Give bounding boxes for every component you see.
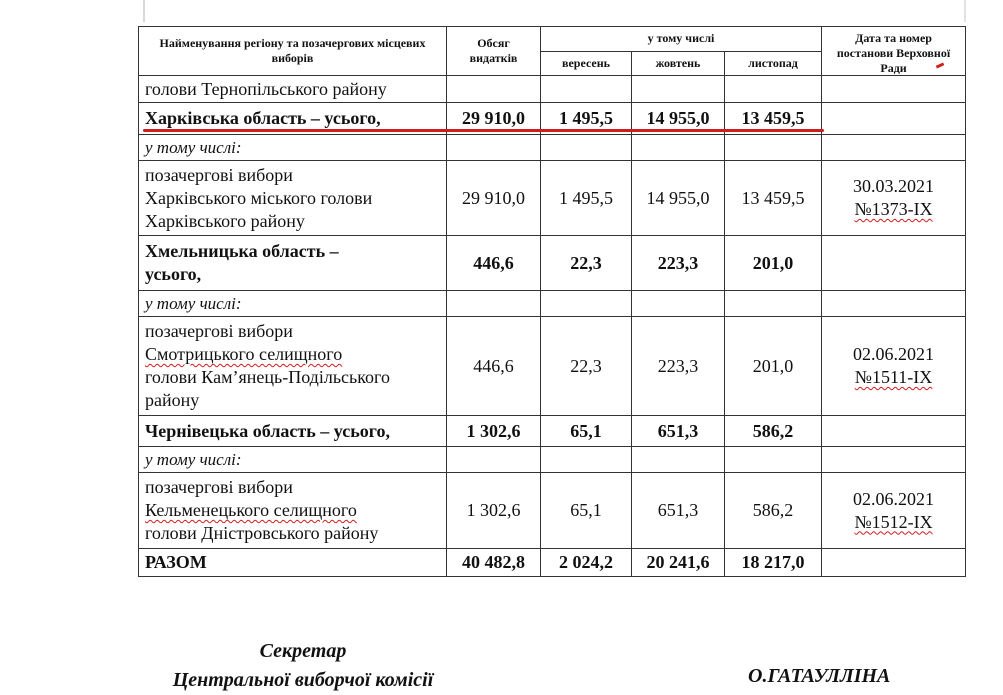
including-label: у тому числі:	[139, 447, 447, 473]
region-name-line: Хмельницька область –	[145, 241, 339, 261]
page-edge-line-right	[964, 0, 966, 22]
table-row	[139, 416, 966, 447]
november-cell: 18 217,0	[725, 549, 822, 577]
signature-title-line: Центральної виборчої комісії	[172, 669, 434, 691]
description-line: голови Кам’янець-Подільського	[145, 367, 390, 387]
page-edge-line	[143, 0, 145, 22]
description-line: Харківського району	[145, 210, 305, 231]
resolution-number: №1512-IX	[854, 511, 933, 532]
region-name: Чернівецька область – усього,	[139, 416, 447, 447]
september-cell: 65,1	[541, 416, 632, 447]
table-row	[139, 447, 966, 473]
october-cell: 20 241,6	[632, 549, 725, 577]
volume-cell: 446,6	[447, 317, 541, 416]
november-cell: 201,0	[725, 317, 822, 416]
november-cell: 13 459,5	[725, 103, 822, 135]
volume-cell: 40 482,8	[447, 549, 541, 577]
including-label: у тому числі:	[139, 291, 447, 317]
table-row	[139, 161, 966, 236]
resolution-number: №1511-IX	[854, 367, 933, 387]
october-cell: 14 955,0	[632, 161, 725, 236]
including-label: у тому числі:	[139, 135, 447, 161]
table-row	[139, 135, 966, 161]
resolution-date: 02.06.2021	[853, 344, 935, 364]
election-budget-table	[138, 26, 966, 577]
september-cell: 22,3	[541, 236, 632, 291]
description-line: Харківського міського голови	[145, 187, 373, 208]
october-cell: 14 955,0	[632, 103, 725, 135]
region-name-line: усього,	[145, 264, 202, 284]
volume-cell: 1 302,6	[447, 416, 541, 447]
description-line: Кельменецького селищного	[145, 500, 357, 520]
header-november: листопад	[725, 51, 822, 76]
november-cell: 586,2	[725, 416, 822, 447]
table-row	[139, 76, 966, 103]
resolution-cell	[822, 317, 966, 416]
table-row	[139, 291, 966, 317]
header-september: вересень	[541, 51, 632, 76]
election-description	[139, 161, 447, 236]
table-row	[139, 317, 966, 416]
signature-title	[138, 637, 468, 695]
header-october: жовтень	[632, 51, 725, 76]
september-cell: 22,3	[541, 317, 632, 416]
november-cell: 13 459,5	[725, 161, 822, 236]
volume-cell: 29 910,0	[447, 161, 541, 236]
table-row	[139, 473, 966, 549]
table-row-total	[139, 549, 966, 577]
october-cell: 651,3	[632, 416, 725, 447]
september-cell: 1 495,5	[541, 161, 632, 236]
description-line: голови Дністровського району	[145, 523, 379, 543]
description-line: позачергові вибори	[145, 164, 293, 185]
total-label: РАЗОМ	[139, 549, 447, 577]
volume-cell: 1 302,6	[447, 473, 541, 549]
header-region: Найменування регіону та позачергових місцевих виборів	[139, 27, 447, 76]
header-date-text: Дата та номер постанови Верховної Ради	[836, 31, 951, 75]
september-cell: 65,1	[541, 473, 632, 549]
volume-cell: 29 910,0	[447, 103, 541, 135]
september-cell: 1 495,5	[541, 103, 632, 135]
description-line: позачергові вибори	[145, 321, 293, 341]
october-cell: 223,3	[632, 236, 725, 291]
september-cell: 2 024,2	[541, 549, 632, 577]
description-line: позачергові вибори	[145, 477, 293, 497]
election-description	[139, 317, 447, 416]
october-cell: 223,3	[632, 317, 725, 416]
region-name	[139, 236, 447, 291]
november-cell: 201,0	[725, 236, 822, 291]
signature-name: О.ГАТАУЛЛІНА	[748, 665, 891, 687]
description-line: Смотрицького селищного	[145, 344, 343, 364]
table-row	[139, 236, 966, 291]
description-line: району	[145, 390, 200, 410]
header-row-1	[139, 27, 966, 52]
november-cell: 586,2	[725, 473, 822, 549]
region-name: Харківська область – усього,	[139, 103, 447, 135]
october-cell: 651,3	[632, 473, 725, 549]
resolution-cell	[822, 473, 966, 549]
red-underline-annotation	[143, 129, 824, 132]
volume-cell: 446,6	[447, 236, 541, 291]
header-including: у тому числі	[541, 27, 822, 52]
signature-title-line: Секретар	[259, 640, 347, 662]
header-date	[822, 27, 966, 76]
header-volume: Обсяг видатків	[447, 27, 541, 76]
resolution-number: №1373-IX	[854, 199, 933, 219]
resolution-date: 30.03.2021	[853, 176, 935, 196]
region-name: голови Тернопільського району	[139, 76, 447, 103]
resolution-cell	[822, 161, 966, 236]
resolution-date: 02.06.2021	[853, 488, 935, 509]
election-description	[139, 473, 447, 549]
